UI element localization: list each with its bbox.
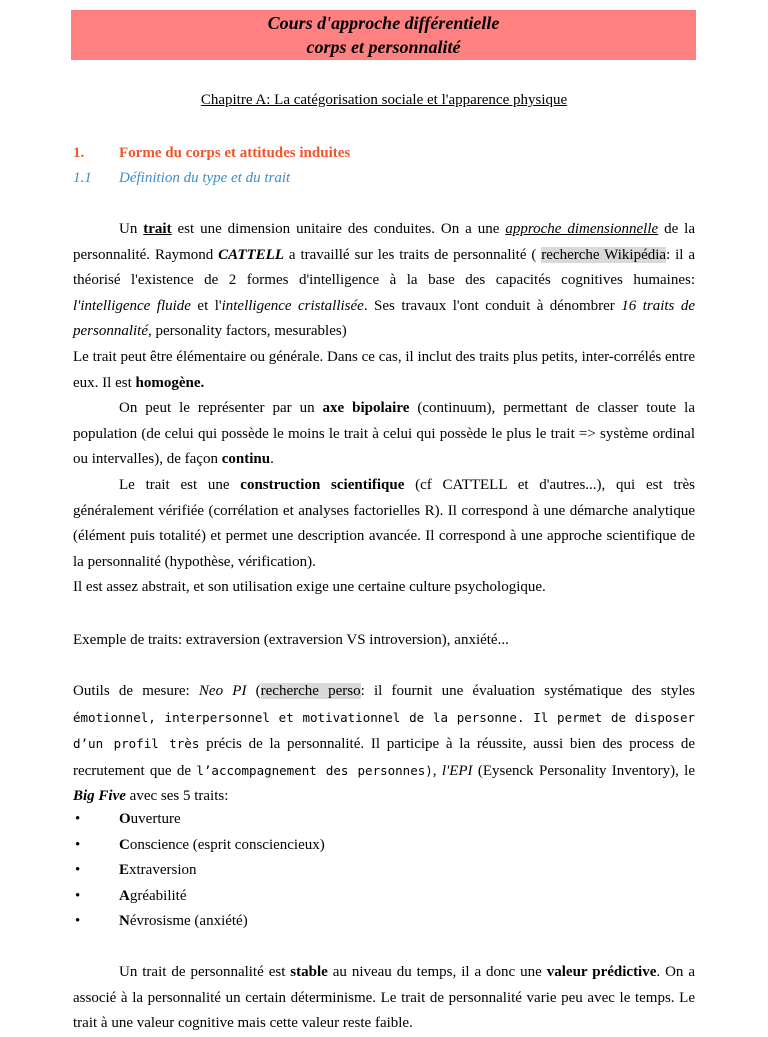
text-run: Outils de mesure:: [73, 683, 199, 699]
text-run: Il est assez abstrait, et son utilisation exige une certaine culture psychologique.: [73, 579, 546, 595]
text-run: : il fournit une évaluation systématique des styles: [360, 683, 695, 699]
text-run: Le trait peut être élémentaire ou générale. Dans ce cas, il inclut des traits plus petits, inter-corrélés entre eux. Il est: [73, 349, 695, 391]
text-run: intelligence cristallisée: [221, 297, 364, 314]
paragraph-trait-examples: [73, 628, 695, 654]
paragraph-stability: [73, 960, 695, 1037]
text-run: axe bipolaire: [322, 400, 410, 416]
subsection-title: Définition du type et du trait: [119, 170, 291, 186]
paragraph-scientific-construction: [73, 473, 695, 575]
paragraph-trait-definition: [73, 217, 695, 345]
text-run: ,: [432, 762, 442, 779]
text-run: valeur prédictive: [546, 964, 657, 980]
text-run: avec ses 5 traits:: [125, 788, 229, 804]
text-run: construction scientifique: [240, 477, 405, 493]
title-line-1: Cours d'approche différentielle: [267, 13, 500, 33]
chapter-heading: Chapitre A: La catégorisation sociale et l'apparence physique: [200, 92, 568, 108]
bullet: •: [75, 862, 81, 878]
text-run: au niveau du temps, il a donc une: [327, 964, 547, 980]
paragraph-bipolar-axis: [73, 396, 695, 473]
text-run: : il a théorisé l'existence de 2 formes d'intelligence à la base des capacités cognitives humaines:: [73, 246, 696, 288]
paragraph-abstract: [73, 575, 695, 601]
text-run: trait: [143, 221, 172, 237]
paragraph-measurement-tools: [73, 679, 695, 810]
section-title: Forme du corps et attitudes induites: [119, 145, 351, 161]
text-run: l'intelligence fluide: [73, 297, 191, 314]
subsection-number: 1.1: [73, 170, 92, 186]
text-run: Un: [119, 221, 144, 237]
text-run: recherche Wikipédia: [541, 246, 667, 263]
text-run: et l': [190, 297, 222, 314]
big-five-list: [73, 807, 325, 935]
text-run: continu: [221, 451, 271, 467]
text-run: CATTELL: [218, 246, 285, 263]
text-run: recherche perso: [260, 683, 361, 699]
text-run: (continuum), permettant de classer toute la population (de celui qui possède le moins le trait à celui qui possède le plus le trait => système ordinal ou intervalles), de façon: [73, 400, 696, 467]
text-run: Exemple de traits: extraversion (extraversion VS introversion), anxiété...: [73, 632, 509, 648]
text-run: l’accompagnement des personnes): [196, 762, 433, 778]
text-run: Big Five: [73, 788, 126, 804]
text-run: émotionnel, interpersonnel et motivationnel de la personne. Il permet de disposer d’un profil très: [73, 709, 695, 751]
bullet: •: [75, 811, 81, 827]
document-title-banner: [71, 10, 696, 60]
bullet: •: [75, 913, 81, 929]
list-item: • Névrosisme (anxiété): [73, 909, 325, 935]
text-run: (cf CATTELL et d'autres...), qui est très généralement vérifiée (corrélation et analyses factorielles R). Il correspond à une démarche analytique (élément puis totalité) et permet une description avancée. Il correspond à une approche scientifique de la personnalité (hypothèse, vérification).: [73, 477, 696, 570]
text-run: 16 traits de personnalité: [73, 297, 695, 339]
text-run: est une dimension unitaire des conduites. On a une: [171, 221, 506, 237]
text-run: Neo PI: [198, 683, 247, 699]
text-run: On peut le représenter par un: [119, 400, 323, 416]
list-item: • Extraversion: [73, 858, 325, 884]
section-heading: [73, 145, 350, 162]
text-run: . Ses travaux l'ont conduit à dénombrer: [363, 297, 622, 314]
text-run: précis de la personnalité. Il participe à la réussite, aussi bien des process de recrutement que de: [73, 736, 695, 779]
list-item: • Agréabilité: [73, 884, 325, 910]
bullet: •: [75, 887, 81, 904]
text-run: .: [270, 451, 274, 467]
text-run: (: [246, 683, 261, 699]
text-run: stable: [290, 964, 328, 980]
section-number: 1.: [73, 145, 85, 161]
title-line-2: corps et personnalité: [306, 37, 461, 57]
text-run: . On a associé à la personnalité un certain déterminisme. Le trait de personnalité varie peu avec le temps. Le trait à une valeur cognitive mais cette valeur reste faible.: [73, 964, 696, 1031]
text-run: de la personnalité. Raymond: [73, 221, 695, 263]
text-run: a travaillé sur les traits de personnalité (: [284, 246, 542, 263]
paragraph-trait-elementary: [73, 345, 695, 396]
text-run: l'EPI: [441, 762, 473, 779]
text-run: (Eysenck Personality Inventory), le: [472, 762, 695, 779]
subsection-heading: [73, 170, 290, 187]
bullet: •: [75, 836, 81, 853]
text-run: approche dimensionnelle: [505, 221, 659, 237]
list-item: • Conscience (esprit consciencieux): [73, 833, 325, 859]
list-item: • Ouverture: [73, 807, 325, 833]
text-run: Le trait est une: [119, 477, 241, 493]
text-run: Un trait de personnalité est: [119, 964, 291, 980]
text-run: , personality factors, mesurables): [148, 323, 347, 339]
text-run: homogène.: [135, 374, 205, 391]
